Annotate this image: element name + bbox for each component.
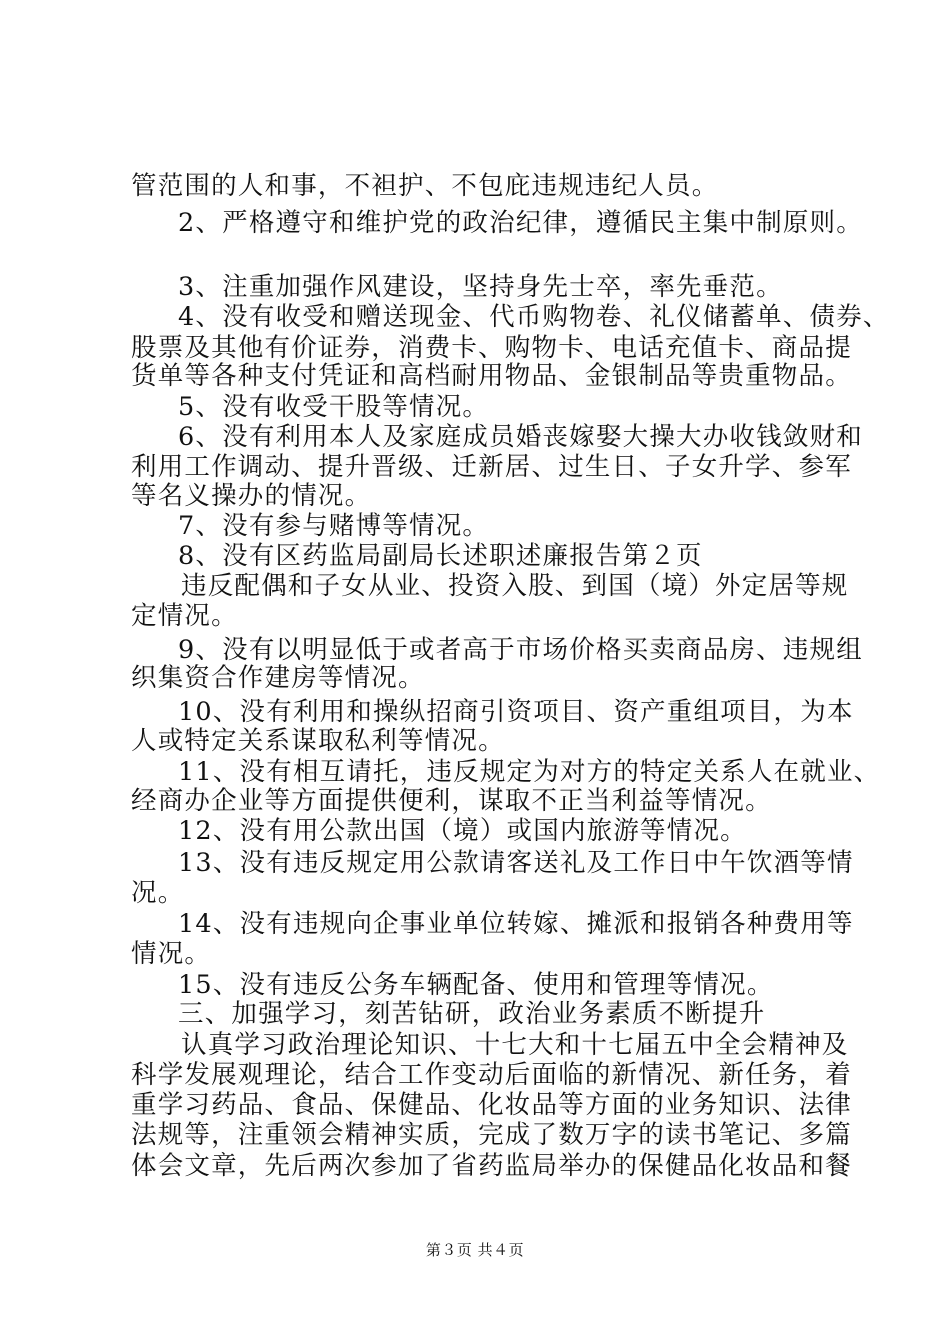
text-line: 6、没有利用本人及家庭成员婚丧嫁娶大操大办收钱敛财和 xyxy=(178,422,863,452)
text-line: 利用工作调动、提升晋级、迁新居、过生日、子女升学、参军 xyxy=(131,452,852,482)
text-line: 3、注重加强作风建设，坚持身先士卒，率先垂范。 xyxy=(178,272,783,302)
text-line: 9、没有以明显低于或者高于市场价格买卖商品房、违规组 xyxy=(178,635,863,665)
text-line: 等名义操办的情况。 xyxy=(131,481,372,511)
text-line: 织集资合作建房等情况。 xyxy=(131,663,425,693)
text-line: 15、没有违反公务车辆配备、使用和管理等情况。 xyxy=(178,970,774,1000)
text-line: 8、没有区药监局副局长述职述廉报告第２页 xyxy=(178,541,703,571)
text-line: 定情况。 xyxy=(131,601,238,631)
text-line: 三、加强学习，刻苦钻研，政治业务素质不断提升 xyxy=(178,999,766,1029)
text-line: 经商办企业等方面提供便利，谋取不正当利益等情况。 xyxy=(131,786,772,816)
text-line: 货单等各种支付凭证和高档耐用物品、金银制品等贵重物品。 xyxy=(131,361,852,391)
text-line: 2、严格遵守和维护党的政治纪律，遵循民主集中制原则。 xyxy=(178,208,863,238)
text-line: 4、没有收受和赠送现金、代币购物卷、礼仪储蓄单、债券、 xyxy=(178,302,890,332)
text-line: 13、没有违反规定用公款请客送礼及工作日中午饮酒等情 xyxy=(178,848,854,878)
text-line: 科学发展观理论，结合工作变动后面临的新情况、新任务，着 xyxy=(131,1060,852,1090)
text-line: 10、没有利用和操纵招商引资项目、资产重组项目，为本 xyxy=(178,697,854,727)
text-line: 法规等，注重领会精神实质，完成了数万字的读书笔记、多篇 xyxy=(131,1120,852,1150)
text-line: 5、没有收受干股等情况。 xyxy=(178,392,490,422)
page-footer: 第３页 共４页 xyxy=(425,1241,525,1259)
text-line: 14、没有违规向企事业单位转嫁、摊派和报销各种费用等 xyxy=(178,909,854,939)
text-line: 违反配偶和子女从业、投资入股、到国（境）外定居等规 xyxy=(181,571,849,601)
text-line: 股票及其他有价证券，消费卡、购物卡、电话充值卡、商品提 xyxy=(131,333,852,363)
text-line: 人或特定关系谋取私利等情况。 xyxy=(131,726,505,756)
text-line: 况。 xyxy=(131,878,185,908)
text-line: 12、没有用公款出国（境）或国内旅游等情况。 xyxy=(178,816,747,846)
text-line: 7、没有参与赌博等情况。 xyxy=(178,511,490,541)
text-line: 管范围的人和事，不袒护、不包庇违规违纪人员。 xyxy=(131,171,719,201)
text-line: 情况。 xyxy=(131,939,212,969)
text-line: 11、没有相互请托，违反规定为对方的特定关系人在就业、 xyxy=(178,757,881,787)
text-line: 体会文章，先后两次参加了省药监局举办的保健品化妆品和餐 xyxy=(131,1151,852,1181)
text-line: 重学习药品、食品、保健品、化妆品等方面的业务知识、法律 xyxy=(131,1090,852,1120)
text-line: 认真学习政治理论知识、十七大和十七届五中全会精神及 xyxy=(181,1030,849,1060)
